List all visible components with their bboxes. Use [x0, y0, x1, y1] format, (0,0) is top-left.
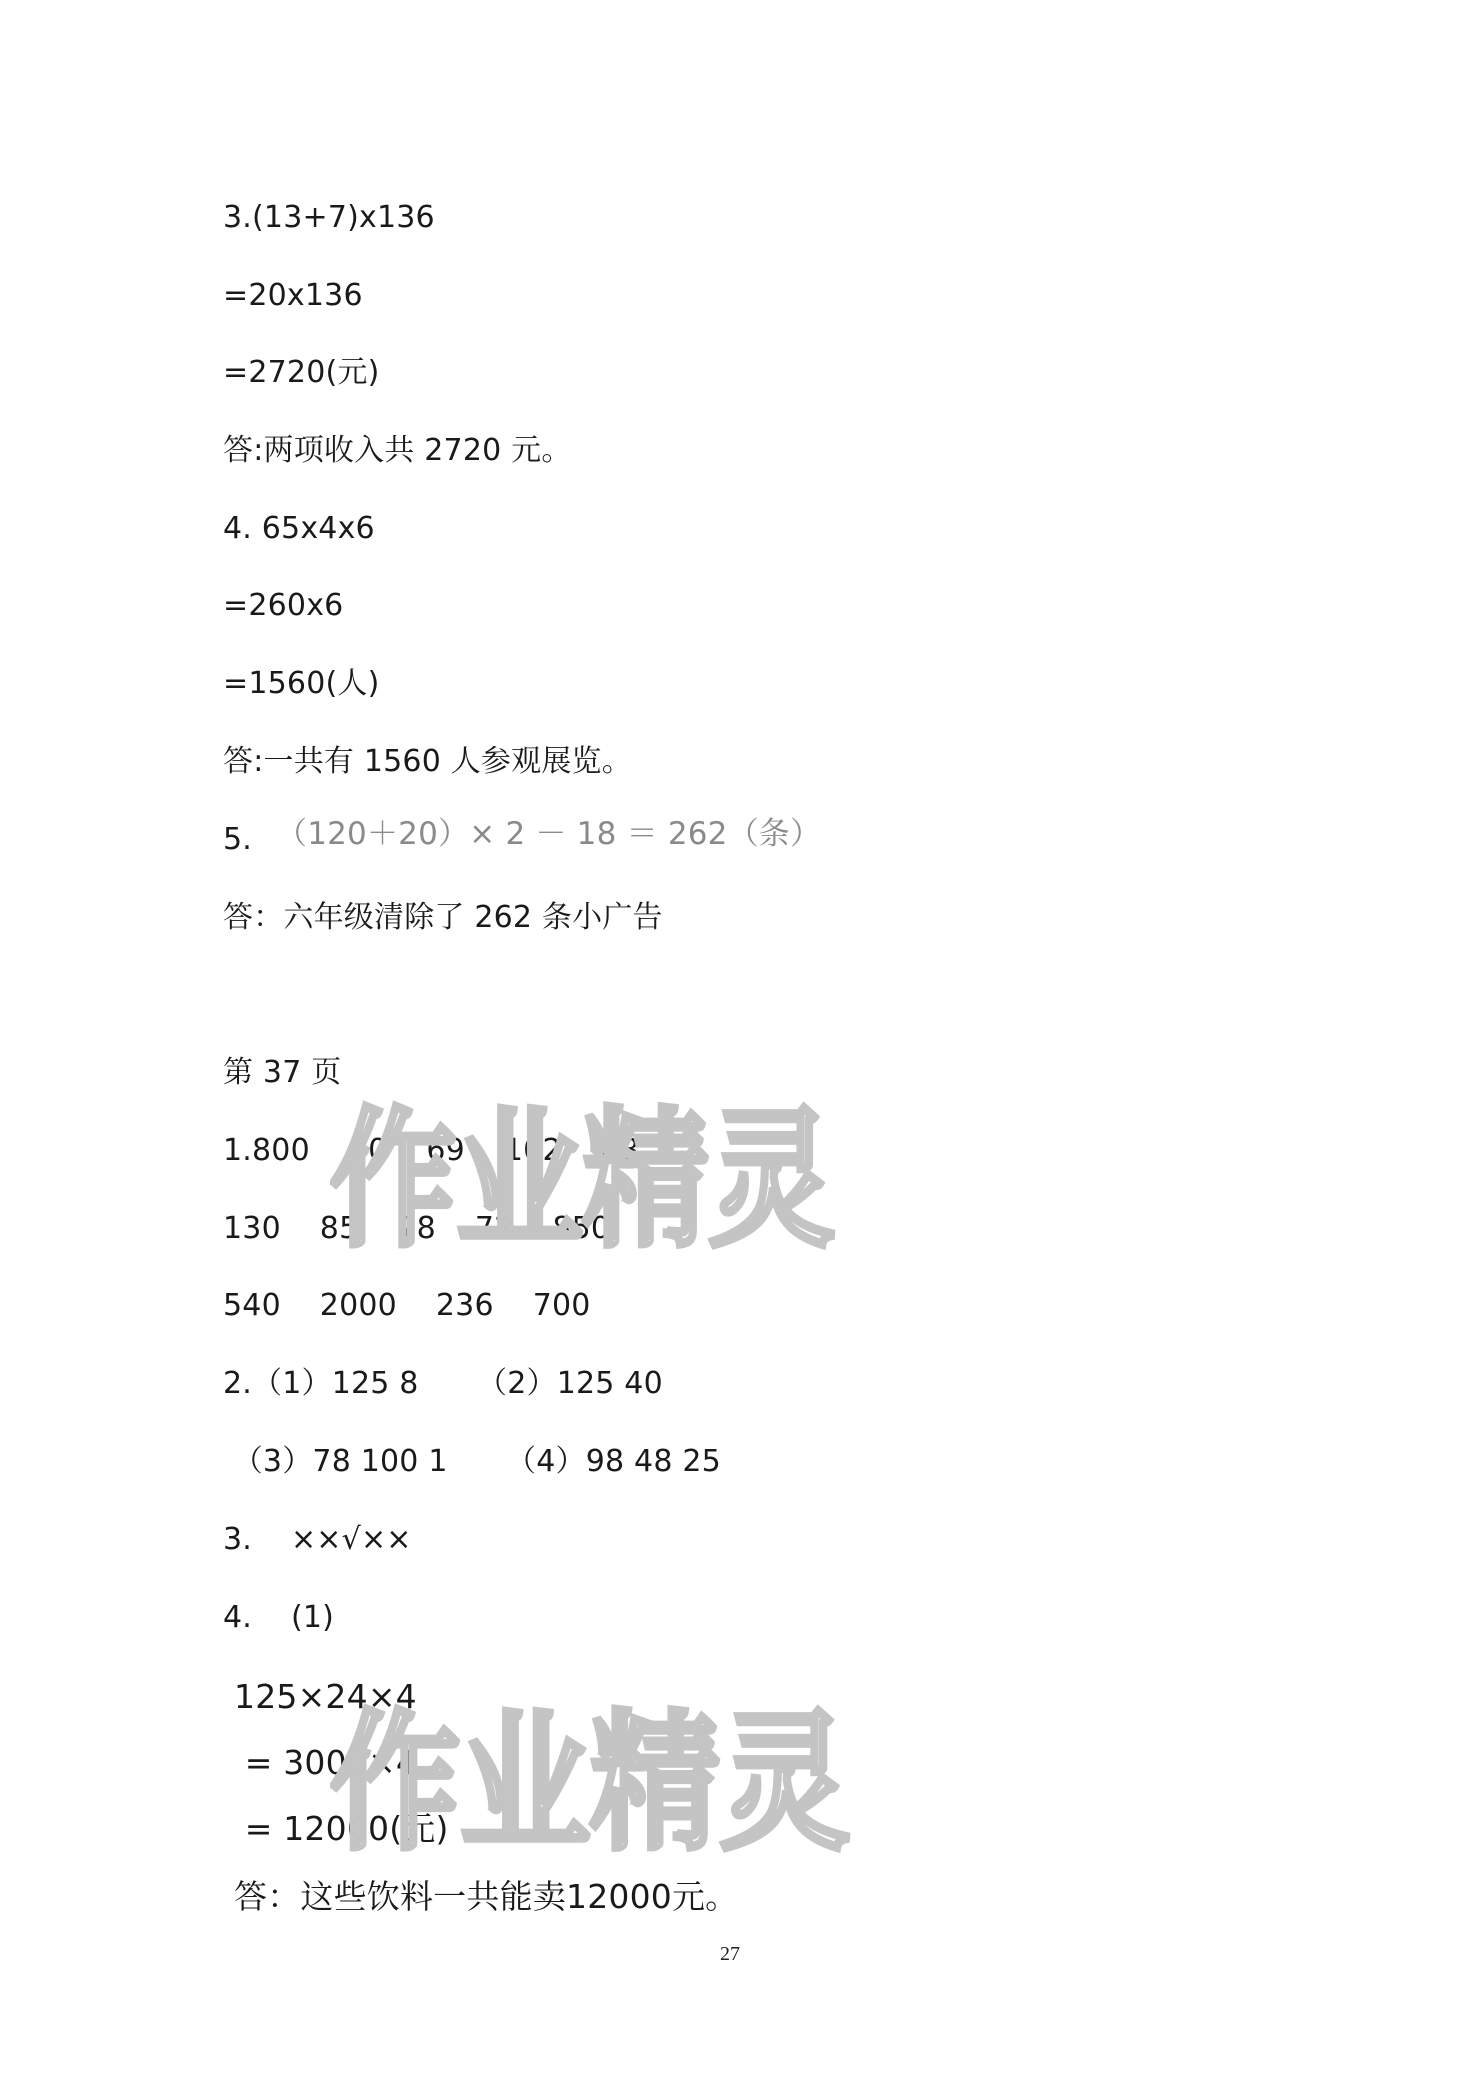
watermark-text: 作业精灵 — [330, 1697, 850, 1863]
text-line: =20x136 — [223, 278, 363, 313]
text-line: 4. (1) — [223, 1600, 335, 1635]
formula-image-text: （120＋20）× 2 － 18 ＝ 262（条） — [276, 816, 822, 852]
text-line: 3. ××√×× — [223, 1522, 412, 1557]
text-line: 540 2000 236 700 — [223, 1288, 591, 1323]
text-line: 答：六年级清除了 262 条小广告 — [223, 900, 663, 935]
text-line: =1560(人) — [223, 666, 380, 701]
text-line: 1.800 60 69 102 88 — [223, 1133, 640, 1168]
text-line: =2720(元) — [223, 355, 380, 390]
text-line: 2.（1）125 8 （2）125 40 — [223, 1366, 663, 1401]
text-line: = 3000×4 — [234, 1743, 418, 1782]
text-line: 3.(13+7)x136 — [223, 200, 435, 235]
watermark-text: 作业精灵 — [330, 1094, 835, 1260]
section-heading: 第 37 页 — [223, 1055, 342, 1090]
page-number: 27 — [720, 1943, 740, 1965]
text-line: 4. 65x4x6 — [223, 511, 375, 546]
text-line: 答:一共有 1560 人参观展览。 — [223, 744, 632, 779]
text-line: = 12000(元) — [234, 1809, 449, 1848]
text-line: 125×24×4 — [234, 1677, 417, 1716]
text-line: 130 85 78 72 850 — [223, 1211, 611, 1246]
text-line: 答:两项收入共 2720 元。 — [223, 433, 572, 468]
text-line: 答：这些饮料一共能卖12000元。 — [234, 1877, 739, 1916]
text-line: 5. — [223, 822, 253, 857]
text-line: （3）78 100 1 （4）98 48 25 — [223, 1444, 721, 1479]
text-line: =260x6 — [223, 588, 344, 623]
